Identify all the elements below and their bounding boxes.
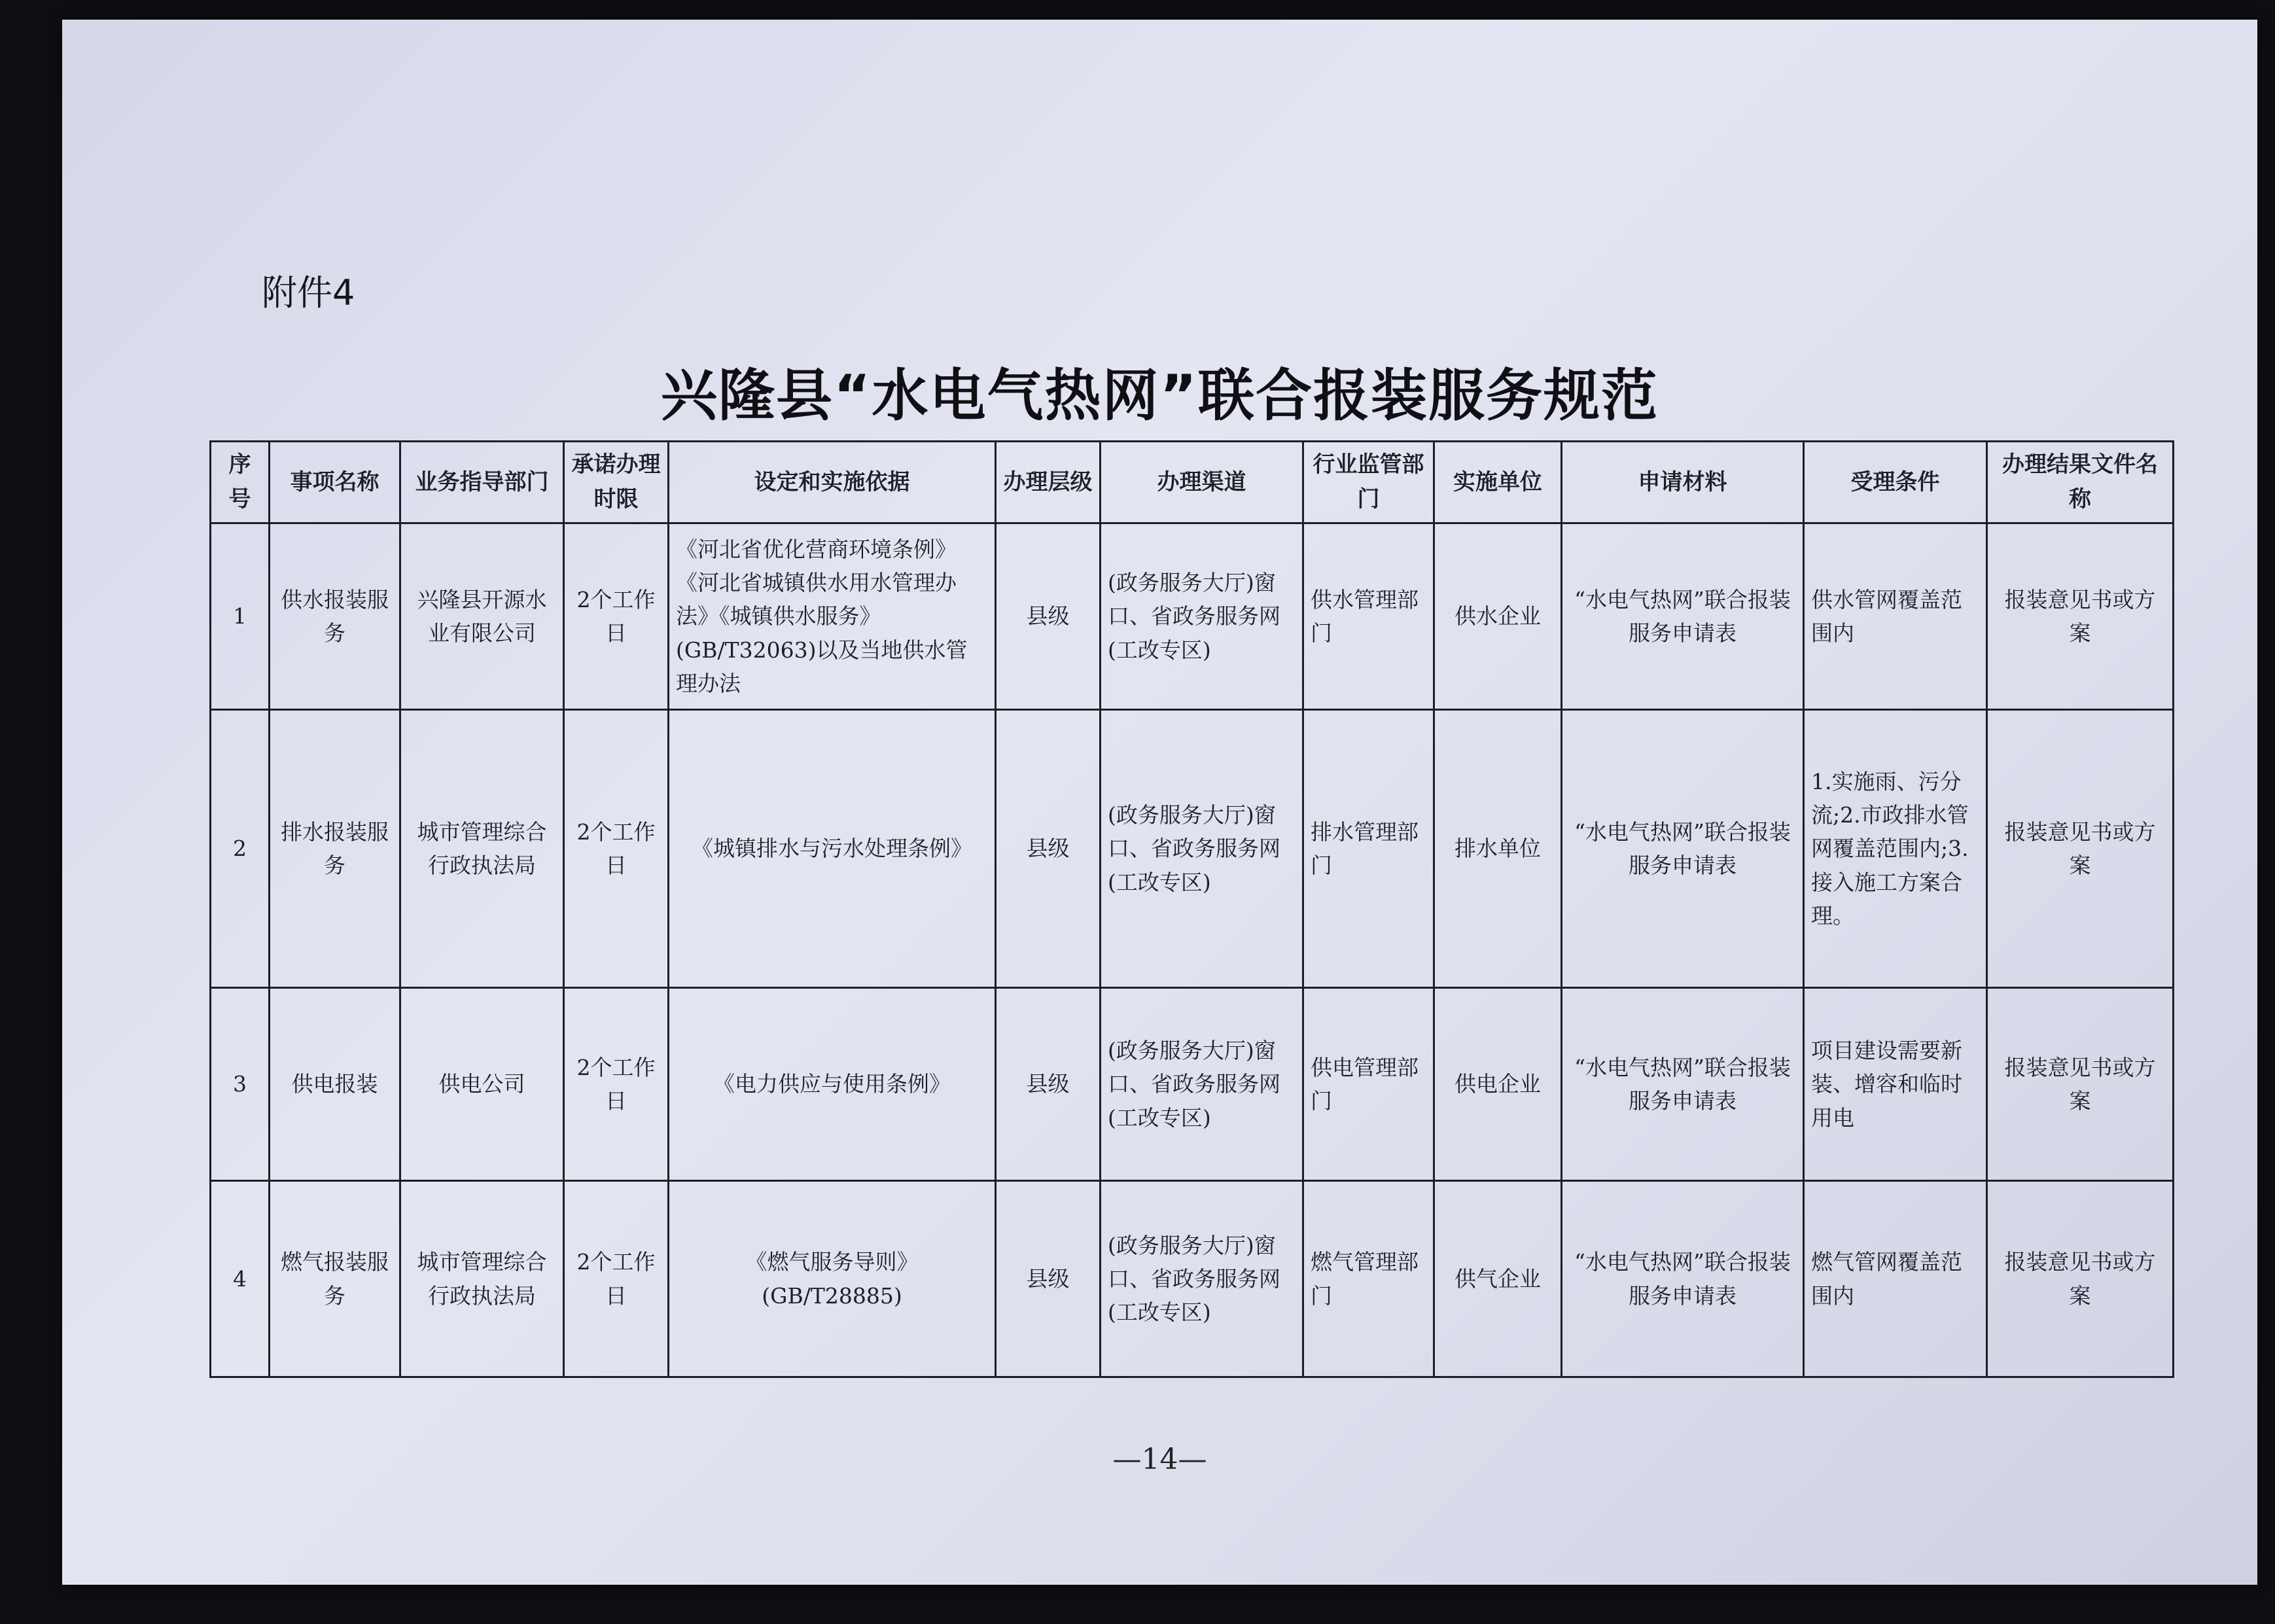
row-number: 2 bbox=[211, 710, 270, 988]
item-name: 供电报装 bbox=[270, 988, 400, 1181]
handling-level: 县级 bbox=[996, 710, 1101, 988]
header-cell: 实施单位 bbox=[1434, 442, 1562, 523]
item-name: 排水报装服务 bbox=[270, 710, 400, 988]
attachment-label: 附件4 bbox=[262, 272, 355, 313]
legal-basis: 《河北省优化营商环境条例》《河北省城镇供水用水管理办法》《城镇供水服务》(GB/T32063)以及当地供水管理办法 bbox=[669, 523, 996, 710]
implementing-unit: 供电企业 bbox=[1434, 988, 1562, 1181]
guide-department: 供电公司 bbox=[400, 988, 564, 1181]
handling-channel: (政务服务大厅)窗口、省政务服务网(工改专区) bbox=[1101, 1181, 1303, 1377]
legal-basis: 《电力供应与使用条例》 bbox=[669, 988, 996, 1181]
implementing-unit: 供气企业 bbox=[1434, 1181, 1562, 1377]
acceptance-conditions: 项目建设需要新装、增容和临时用电 bbox=[1804, 988, 1987, 1181]
application-materials: “水电气热网”联合报装服务申请表 bbox=[1562, 523, 1804, 710]
result-document: 报装意见书或方案 bbox=[1987, 523, 2174, 710]
header-cell: 办理结果文件名称 bbox=[1987, 442, 2174, 523]
row-number: 3 bbox=[211, 988, 270, 1181]
header-cell: 设定和实施依据 bbox=[669, 442, 996, 523]
table-row bbox=[211, 1181, 2174, 1377]
guide-department: 兴隆县开源水业有限公司 bbox=[400, 523, 564, 710]
header-cell: 序号 bbox=[211, 442, 270, 523]
time-limit: 2个工作日 bbox=[564, 988, 669, 1181]
implementing-unit: 供水企业 bbox=[1434, 523, 1562, 710]
acceptance-conditions: 供水管网覆盖范围内 bbox=[1804, 523, 1987, 710]
result-document: 报装意见书或方案 bbox=[1987, 1181, 2174, 1377]
application-materials: “水电气热网”联合报装服务申请表 bbox=[1562, 710, 1804, 988]
handling-channel: (政务服务大厅)窗口、省政务服务网(工改专区) bbox=[1101, 710, 1303, 988]
handling-level: 县级 bbox=[996, 523, 1101, 710]
table-row bbox=[211, 710, 2174, 988]
time-limit: 2个工作日 bbox=[564, 710, 669, 988]
table-header-row bbox=[211, 442, 2174, 523]
handling-channel: (政务服务大厅)窗口、省政务服务网(工改专区) bbox=[1101, 523, 1303, 710]
header-cell: 业务指导部门 bbox=[400, 442, 564, 523]
service-spec-table bbox=[209, 440, 2174, 1378]
guide-department: 城市管理综合行政执法局 bbox=[400, 1181, 564, 1377]
time-limit: 2个工作日 bbox=[564, 523, 669, 710]
table-row bbox=[211, 523, 2174, 710]
document-page bbox=[62, 20, 2257, 1585]
result-document: 报装意见书或方案 bbox=[1987, 988, 2174, 1181]
header-cell: 申请材料 bbox=[1562, 442, 1804, 523]
header-cell: 承诺办理时限 bbox=[564, 442, 669, 523]
legal-basis: 《城镇排水与污水处理条例》 bbox=[669, 710, 996, 988]
document-title: 兴隆县“水电气热网”联合报装服务规范 bbox=[660, 363, 1659, 429]
item-name: 供水报装服务 bbox=[270, 523, 400, 710]
row-number: 4 bbox=[211, 1181, 270, 1377]
handling-level: 县级 bbox=[996, 1181, 1101, 1377]
header-cell: 事项名称 bbox=[270, 442, 400, 523]
regulator-department: 供水管理部门 bbox=[1303, 523, 1434, 710]
table-row bbox=[211, 988, 2174, 1181]
regulator-department: 供电管理部门 bbox=[1303, 988, 1434, 1181]
row-number: 1 bbox=[211, 523, 270, 710]
acceptance-conditions: 1.实施雨、污分流;2.市政排水管网覆盖范围内;3.接入施工方案合理。 bbox=[1804, 710, 1987, 988]
header-cell: 行业监管部门 bbox=[1303, 442, 1434, 523]
header-cell: 办理层级 bbox=[996, 442, 1101, 523]
handling-channel: (政务服务大厅)窗口、省政务服务网(工改专区) bbox=[1101, 988, 1303, 1181]
acceptance-conditions: 燃气管网覆盖范围内 bbox=[1804, 1181, 1987, 1377]
item-name: 燃气报装服务 bbox=[270, 1181, 400, 1377]
handling-level: 县级 bbox=[996, 988, 1101, 1181]
header-cell: 受理条件 bbox=[1804, 442, 1987, 523]
header-cell: 办理渠道 bbox=[1101, 442, 1303, 523]
regulator-department: 排水管理部门 bbox=[1303, 710, 1434, 988]
application-materials: “水电气热网”联合报装服务申请表 bbox=[1562, 1181, 1804, 1377]
implementing-unit: 排水单位 bbox=[1434, 710, 1562, 988]
result-document: 报装意见书或方案 bbox=[1987, 710, 2174, 988]
page-number: —14— bbox=[1112, 1443, 1207, 1476]
time-limit: 2个工作日 bbox=[564, 1181, 669, 1377]
application-materials: “水电气热网”联合报装服务申请表 bbox=[1562, 988, 1804, 1181]
legal-basis: 《燃气服务导则》(GB/T28885) bbox=[669, 1181, 996, 1377]
guide-department: 城市管理综合行政执法局 bbox=[400, 710, 564, 988]
regulator-department: 燃气管理部门 bbox=[1303, 1181, 1434, 1377]
